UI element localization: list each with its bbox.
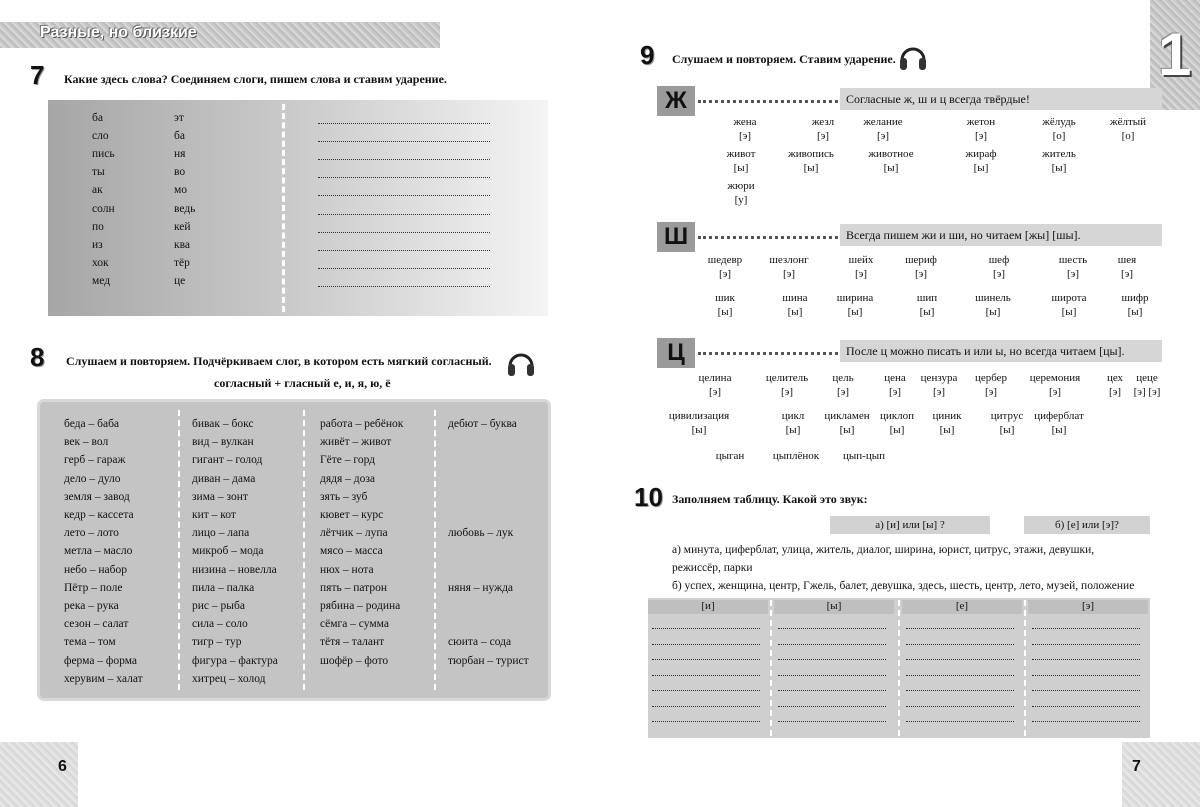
sound: [э] [1066, 268, 1080, 280]
word: цех [1106, 372, 1124, 384]
word: шедевр [707, 254, 743, 266]
answer-line[interactable] [318, 123, 490, 124]
word-pair: хитрец – холод [192, 672, 266, 685]
sound: [ы] [939, 424, 955, 436]
word: цыплёнок [772, 450, 820, 462]
sound: [ы] [839, 424, 855, 436]
ex8-divider-1 [178, 410, 180, 690]
sound: [э] [984, 386, 998, 398]
answer-line[interactable] [652, 706, 760, 707]
headphones-icon [506, 346, 536, 378]
sound: [э] [816, 130, 830, 142]
word: цып-цып [843, 450, 885, 462]
table-divider [770, 600, 772, 736]
word-pair: век – вол [64, 436, 109, 449]
syllable-left: ты [92, 166, 105, 179]
word: живот [726, 148, 756, 160]
answer-line[interactable] [906, 659, 1014, 660]
answer-line[interactable] [906, 721, 1014, 722]
word: шезлонг [769, 254, 809, 266]
table-divider [898, 600, 900, 736]
word: циферблат [1034, 410, 1084, 422]
word: жезл [811, 116, 835, 128]
word: шинель [975, 292, 1011, 304]
ex7-divider [282, 104, 285, 312]
option-a: а) [и] или [ы] ? [830, 516, 990, 534]
word-pair: беда – баба [64, 418, 120, 430]
word: шина [782, 292, 808, 304]
page-number-right: 7 [1132, 758, 1141, 775]
answer-line[interactable] [652, 659, 760, 660]
word: жёлудь [1042, 116, 1076, 128]
word-pair: низина – новелла [192, 563, 277, 576]
word-pair: лётчик – лупа [320, 527, 388, 540]
answer-line[interactable] [1032, 675, 1140, 676]
word-pair: дело – дуло [64, 472, 121, 485]
answer-line[interactable] [318, 250, 490, 251]
word: цивилизация [668, 410, 730, 422]
answer-line[interactable] [1032, 721, 1140, 722]
answer-line[interactable] [778, 721, 886, 722]
answer-line[interactable] [1032, 628, 1140, 629]
answer-line[interactable] [318, 268, 490, 269]
answer-line[interactable] [1032, 644, 1140, 645]
sound: [э] [э] [1133, 386, 1161, 398]
answer-line[interactable] [778, 628, 886, 629]
sound: [э] [914, 268, 928, 280]
word-pair: работа – ребёнок [320, 418, 404, 430]
sound: [ы] [847, 306, 863, 318]
syllable-left: из [92, 238, 103, 251]
word-pair: мясо – масса [320, 545, 383, 558]
word-pair: кит – кот [192, 509, 236, 521]
word-pair: гигант – голод [192, 454, 263, 467]
syllable-right: ква [174, 238, 190, 251]
answer-line[interactable] [652, 628, 760, 629]
chapter-number: 1 [1158, 21, 1192, 88]
ex9-number: 9 [640, 40, 655, 70]
word-pair: тема – том [64, 636, 116, 649]
table-header: [ы] [774, 600, 894, 614]
word: шесть [1058, 254, 1088, 266]
syllable-right: ня [174, 148, 186, 161]
answer-line[interactable] [652, 690, 760, 691]
word-pair: няня – нужда [448, 581, 514, 594]
ex10-number: 10 [634, 482, 663, 512]
sound: [э] [854, 268, 868, 280]
word-pair: дебют – буква [448, 418, 517, 430]
sound: [э] [836, 386, 850, 398]
answer-line[interactable] [778, 644, 886, 645]
letter-sh: Ш [657, 222, 695, 252]
sound: [ы] [785, 424, 801, 436]
answer-line[interactable] [778, 706, 886, 707]
word: цель [832, 372, 854, 384]
word: жетон [966, 116, 996, 128]
word-pair: дядя – доза [320, 472, 376, 485]
words-a-2: режиссёр, парки [672, 562, 753, 574]
syllable-right: во [174, 166, 186, 179]
sound: [о] [1121, 130, 1135, 142]
sound: [ы] [691, 424, 707, 436]
table-header: [и] [648, 600, 768, 614]
syllable-left: мед [92, 274, 111, 287]
answer-line[interactable] [652, 644, 760, 645]
sound: [о] [1052, 130, 1066, 142]
ex7-number: 7 [30, 60, 45, 90]
word: шейх [848, 254, 874, 266]
word-pair: сюита – сода [448, 636, 512, 649]
word-pair: зима – зонт [192, 490, 248, 503]
word-pair: лицо – лапа [192, 527, 250, 540]
answer-line[interactable] [318, 286, 490, 287]
word: цензура [920, 372, 958, 384]
answer-line[interactable] [318, 232, 490, 233]
answer-line[interactable] [906, 706, 1014, 707]
word-pair: герб – гараж [64, 454, 126, 467]
word: ширина [836, 292, 874, 304]
answer-line[interactable] [906, 675, 1014, 676]
word: живопись [788, 148, 834, 160]
option-b: б) [е] или [э]? [1024, 516, 1150, 534]
sound: [ы] [999, 424, 1015, 436]
sound: [э] [932, 386, 946, 398]
sound: [ы] [803, 162, 819, 174]
word-pair: тётя – талант [320, 636, 385, 649]
syllable-right: эт [174, 112, 184, 124]
sound: [ы] [733, 162, 749, 174]
syllable-left: солн [92, 202, 115, 215]
answer-line[interactable] [318, 159, 490, 160]
table-divider [1024, 600, 1026, 736]
word: целина [698, 372, 732, 384]
word: животное [868, 148, 914, 160]
syllable-left: ак [92, 184, 103, 197]
page-title: Разные, но близкие [40, 24, 197, 41]
sound: [ы] [1051, 162, 1067, 174]
table-header: [э] [1028, 600, 1148, 614]
word-pair: зять – зуб [320, 490, 368, 503]
table-header: [е] [902, 600, 1022, 614]
word: целитель [765, 372, 809, 384]
word: шериф [905, 254, 937, 266]
sound: [э] [738, 130, 752, 142]
word-pair: небо – набор [64, 563, 127, 576]
word-pair: земля – завод [64, 490, 130, 503]
word-pair: фигура – фактура [192, 654, 278, 667]
word: желание [863, 116, 903, 128]
word: жираф [965, 148, 997, 160]
ex8-instruction: Слушаем и повторяем. Подчёркиваем слог, в котором есть мягкий согласный. [66, 354, 492, 368]
answer-line[interactable] [1032, 706, 1140, 707]
ex9-instruction: Слушаем и повторяем. Ставим ударение. [672, 52, 896, 66]
word-pair: нюх – нота [320, 563, 374, 576]
word-pair: Гёте – горд [320, 454, 376, 467]
syllable-left: сло [92, 130, 109, 143]
sound: [ы] [1127, 306, 1143, 318]
sound: [э] [780, 386, 794, 398]
word-pair: сила – соло [192, 618, 248, 631]
syllable-right: тёр [174, 256, 190, 269]
word: широта [1051, 292, 1087, 304]
word-pair: Пётр – поле [64, 581, 123, 594]
word: шея [1117, 254, 1137, 266]
answer-line[interactable] [778, 675, 886, 676]
syllable-left: хок [92, 256, 109, 269]
word: цитрус [990, 410, 1024, 422]
word: церемония [1029, 372, 1081, 384]
answer-line[interactable] [652, 675, 760, 676]
word: циклоп [880, 410, 914, 422]
word: цербер [974, 372, 1008, 384]
ex8-divider-2 [303, 410, 305, 690]
syllable-left: ба [92, 112, 103, 124]
answer-line[interactable] [906, 644, 1014, 645]
sound: [э] [974, 130, 988, 142]
word-pair: тигр – тур [192, 636, 242, 649]
answer-line[interactable] [778, 690, 886, 691]
word-pair: херувим – халат [64, 672, 143, 685]
word-pair: река – рука [64, 600, 119, 612]
sound: [ы] [1051, 424, 1067, 436]
page-number-left: 6 [58, 758, 67, 775]
answer-line[interactable] [318, 214, 490, 215]
word-pair: рис – рыба [192, 600, 245, 612]
answer-line[interactable] [906, 690, 1014, 691]
syllable-right: ба [174, 130, 185, 143]
word-pair: метла – масло [64, 545, 133, 558]
syllable-right: кей [174, 220, 191, 233]
word: цеце [1136, 372, 1158, 384]
answer-line[interactable] [318, 141, 490, 142]
answer-line[interactable] [1032, 659, 1140, 660]
word-pair: шофёр – фото [320, 654, 389, 667]
sound: [э] [1120, 268, 1134, 280]
word-pair: пять – патрон [320, 581, 387, 594]
word-pair: бивак – бокс [192, 418, 254, 430]
word-pair: лето – лото [64, 527, 119, 540]
syllable-left: по [92, 220, 104, 233]
sound: [ы] [787, 306, 803, 318]
rule-zh: Согласные ж, ш и ц всегда твёрдые! [840, 88, 1162, 110]
sound: [э] [782, 268, 796, 280]
letter-zh: Ж [657, 86, 695, 116]
word-pair: сезон – салат [64, 618, 129, 631]
answer-line[interactable] [906, 628, 1014, 629]
word: шеф [988, 254, 1010, 266]
word-pair: тюрбан – турист [448, 654, 529, 667]
headphones-icon [898, 40, 928, 72]
word: жена [733, 116, 757, 128]
word: жюри [727, 180, 755, 192]
word: шифр [1121, 292, 1149, 304]
ex8-divider-3 [434, 410, 436, 690]
word-pair: кедр – кассета [64, 509, 134, 521]
word-pair: ферма – форма [64, 654, 138, 667]
answer-line[interactable] [1032, 690, 1140, 691]
letter-ts: Ц [657, 338, 695, 368]
sound: [ы] [1061, 306, 1077, 318]
rule-ts: После ц можно писать и или ы, но всегда читаем [цы]. [840, 340, 1162, 362]
word: житель [1042, 148, 1076, 160]
words-a: а) минута, циферблат, улица, житель, диалог, ширина, юрист, цитрус, этажи, девушки, [672, 544, 1095, 556]
syllable-right: мо [174, 184, 188, 197]
sound: [ы] [717, 306, 733, 318]
word-pair: любовь – лук [448, 527, 514, 540]
sound: [э] [1108, 386, 1122, 398]
answer-line[interactable] [318, 177, 490, 178]
words-b: б) успех, женщина, центр, Гжель, балет, девушка, здесь, шесть, центр, лето, музей, положение [672, 580, 1135, 592]
word: цикламен [824, 410, 870, 422]
word-pair: рябина – родина [320, 600, 401, 612]
word: жёлтый [1109, 116, 1147, 128]
sound: [ы] [973, 162, 989, 174]
ex8-formula: согласный + гласный е, и, я, ю, ё [214, 376, 391, 390]
word: цена [884, 372, 906, 384]
sound: [э] [1048, 386, 1062, 398]
sound: [ы] [919, 306, 935, 318]
sound: [э] [992, 268, 1006, 280]
answer-line[interactable] [778, 659, 886, 660]
word-pair: живёт – живот [320, 436, 392, 449]
syllable-left: пись [92, 148, 115, 161]
ex7-instruction: Какие здесь слова? Соединяем слоги, пишем слова и ставим ударение. [64, 72, 447, 86]
syllable-right: це [174, 274, 186, 287]
sound: [э] [888, 386, 902, 398]
sound: [у] [734, 194, 748, 206]
sound: [ы] [985, 306, 1001, 318]
sound: [э] [718, 268, 732, 280]
rule-sh: Всегда пишем жи и ши, но читаем [жы] [шы]. [840, 224, 1162, 246]
sound: [э] [876, 130, 890, 142]
answer-line[interactable] [652, 721, 760, 722]
word: шип [916, 292, 938, 304]
word-pair: пила – палка [192, 581, 255, 594]
ex7-box [48, 100, 548, 316]
ex8-number: 8 [30, 342, 45, 372]
answer-line[interactable] [318, 195, 490, 196]
word-pair: кювет – курс [320, 509, 384, 521]
sound: [ы] [889, 424, 905, 436]
dotted-line [698, 100, 838, 103]
ex10-instruction: Заполняем таблицу. Какой это звук: [672, 492, 868, 506]
word: цикл [781, 410, 805, 422]
dotted-line [698, 352, 838, 355]
dotted-line [698, 236, 838, 239]
word-pair: сёмга – сумма [320, 618, 389, 631]
sound: [э] [708, 386, 722, 398]
word: цыган [715, 450, 745, 462]
word: шик [715, 292, 735, 304]
word-pair: микроб – мода [192, 545, 264, 558]
word: циник [932, 410, 962, 422]
word-pair: диван – дама [192, 472, 256, 485]
sound: [ы] [883, 162, 899, 174]
word-pair: вид – вулкан [192, 436, 254, 449]
syllable-right: ведь [174, 202, 196, 215]
